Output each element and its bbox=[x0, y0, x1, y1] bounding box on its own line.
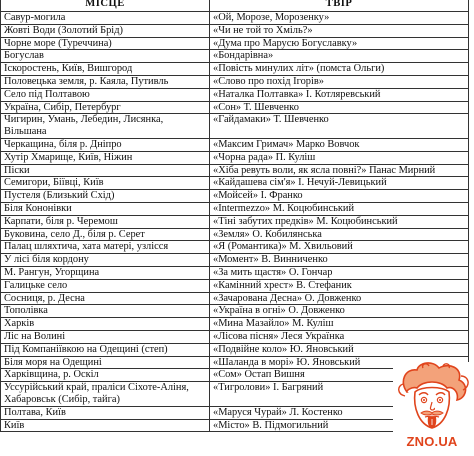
place-cell: Семигори, Біївці, Київ bbox=[1, 177, 210, 190]
work-cell: «Наталка Полтавка» І. Котляревський bbox=[210, 88, 469, 101]
work-cell: «Чорна рада» П. Куліш bbox=[210, 151, 469, 164]
place-cell: Савур-могила bbox=[1, 12, 210, 25]
work-cell: «Гайдамаки» Т. Шевченко bbox=[210, 114, 469, 139]
place-cell: Харківщина, р. Оскіл bbox=[1, 369, 210, 382]
place-cell: Тополівка bbox=[1, 305, 210, 318]
table-row bbox=[1, 190, 469, 203]
place-cell: Буковина, село Д., біля р. Серет bbox=[1, 228, 210, 241]
logo-text: ZNO.UA bbox=[406, 434, 458, 449]
work-cell: «Камінний хрест» В. Стефаник bbox=[210, 279, 469, 292]
place-cell: М. Рангун, Угорщина bbox=[1, 266, 210, 279]
work-cell: «Момент» В. Винниченко bbox=[210, 254, 469, 267]
zno-ua-logo bbox=[393, 362, 471, 454]
table-row bbox=[1, 37, 469, 50]
place-cell: Жовті Води (Золотий Брід) bbox=[1, 24, 210, 37]
work-cell: «Дума про Марусю Богуславку» bbox=[210, 37, 469, 50]
table-row bbox=[1, 279, 469, 292]
place-cell: Карпати, біля р. Черемош bbox=[1, 215, 210, 228]
place-cell: Село під Полтавою bbox=[1, 88, 210, 101]
work-cell: «Лісова пісня» Леся Українка bbox=[210, 330, 469, 343]
table-row bbox=[1, 330, 469, 343]
work-cell: «Слово про похід Ігорів» bbox=[210, 75, 469, 88]
table-row bbox=[1, 24, 469, 37]
table-row bbox=[1, 63, 469, 76]
work-cell: «Сон» Т. Шевченко bbox=[210, 101, 469, 114]
work-cell: «Тіні забутих предків» М. Коцюбинський bbox=[210, 215, 469, 228]
table-row bbox=[1, 343, 469, 356]
header-place: МІСЦЕ bbox=[1, 0, 210, 12]
place-cell: Богуслав bbox=[1, 50, 210, 63]
place-cell: Ліс на Волині bbox=[1, 330, 210, 343]
place-cell: Іскоростень, Київ, Вишгород bbox=[1, 63, 210, 76]
table-row bbox=[1, 292, 469, 305]
table-row bbox=[1, 138, 469, 151]
work-cell: «Тигролови» І. Багряний bbox=[210, 382, 469, 407]
place-cell: Київ bbox=[1, 419, 210, 432]
place-cell: Полтава, Київ bbox=[1, 406, 210, 419]
table-row bbox=[1, 305, 469, 318]
place-cell: Біля Кононівки bbox=[1, 202, 210, 215]
work-cell: «Земля» О. Кобилянська bbox=[210, 228, 469, 241]
work-cell: «Мина Мазайло» М. Куліш bbox=[210, 318, 469, 331]
place-cell: Половецька земля, р. Каяла, Путивль bbox=[1, 75, 210, 88]
work-cell: «Я (Романтика)» М. Хвильовий bbox=[210, 241, 469, 254]
table-row bbox=[1, 266, 469, 279]
place-cell: Черкащина, біля р. Дніпро bbox=[1, 138, 210, 151]
table-row bbox=[1, 215, 469, 228]
work-cell: «Маруся Чурай» Л. Костенко bbox=[210, 406, 469, 419]
place-cell: Сосниця, р. Десна bbox=[1, 292, 210, 305]
table-row bbox=[1, 228, 469, 241]
place-cell: Чигирин, Умань, Лебедин, Лисянка, Вільшана bbox=[1, 114, 210, 139]
table-row bbox=[1, 50, 469, 63]
table-row bbox=[1, 241, 469, 254]
table-row bbox=[1, 164, 469, 177]
work-cell: «Місто» В. Підмогильний bbox=[210, 419, 469, 432]
table-row bbox=[1, 254, 469, 267]
work-cell: «Сом» Остап Вишня bbox=[210, 369, 469, 382]
table-row bbox=[1, 101, 469, 114]
place-cell: Палац шляхтича, хата матері, узлісся bbox=[1, 241, 210, 254]
place-cell: Уссурійський край, праліси Сіхоте-Аліня, Хабаровськ (Сибір, тайга) bbox=[1, 382, 210, 407]
work-cell: «Ой, Морозе, Морозенку» bbox=[210, 12, 469, 25]
place-cell: Пустеля (Близький Схід) bbox=[1, 190, 210, 203]
work-cell: «Intermezzo» М. Коцюбинський bbox=[210, 202, 469, 215]
place-cell: Чорне море (Туреччина) bbox=[1, 37, 210, 50]
table-row bbox=[1, 88, 469, 101]
table-row bbox=[1, 318, 469, 331]
table-row bbox=[1, 12, 469, 25]
header-work: ТВІР bbox=[210, 0, 469, 12]
work-cell: «Чи не той то Хміль?» bbox=[210, 24, 469, 37]
table-row bbox=[1, 75, 469, 88]
work-cell: «Бондарівна» bbox=[210, 50, 469, 63]
work-cell: «Зачарована Десна» О. Довженко bbox=[210, 292, 469, 305]
work-cell: «Подвійне коло» Ю. Яновський bbox=[210, 343, 469, 356]
work-cell: «Шаланда в морі» Ю. Яновський bbox=[210, 356, 469, 369]
place-cell: Піски bbox=[1, 164, 210, 177]
table-row bbox=[1, 177, 469, 190]
place-cell: Під Компаніївкою на Одещині (степ) bbox=[1, 343, 210, 356]
work-cell: «Мойсей» І. Франко bbox=[210, 190, 469, 203]
work-cell: «Повість минулих літ» (помста Ольги) bbox=[210, 63, 469, 76]
work-cell: «Україна в огні» О. Довженко bbox=[210, 305, 469, 318]
einstein-tongue-icon bbox=[393, 362, 471, 436]
place-cell: Харків bbox=[1, 318, 210, 331]
place-cell: Хутір Хмарище, Київ, Ніжин bbox=[1, 151, 210, 164]
work-cell: «Кайдашева сім'я» І. Нечуй-Левицький bbox=[210, 177, 469, 190]
place-cell: Україна, Сибір, Петербург bbox=[1, 101, 210, 114]
table-row bbox=[1, 151, 469, 164]
table-row bbox=[1, 114, 469, 139]
place-cell: У лісі біля кордону bbox=[1, 254, 210, 267]
work-cell: «Хіба ревуть воли, як ясла повні?» Панас Мирний bbox=[210, 164, 469, 177]
place-cell: Галицьке село bbox=[1, 279, 210, 292]
table-header-row bbox=[1, 0, 469, 12]
work-cell: «Максим Гримач» Марко Вовчок bbox=[210, 138, 469, 151]
work-cell: «За мить щастя» О. Гончар bbox=[210, 266, 469, 279]
table-row bbox=[1, 202, 469, 215]
place-cell: Біля моря на Одещині bbox=[1, 356, 210, 369]
